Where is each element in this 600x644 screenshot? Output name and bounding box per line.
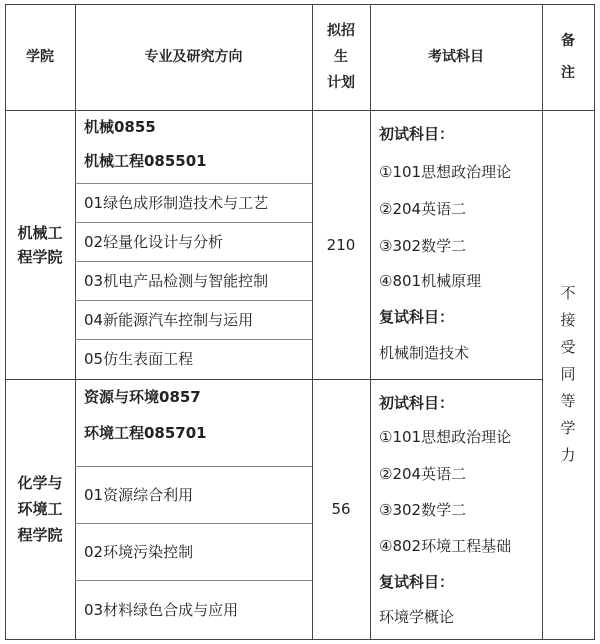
table-border-right — [594, 4, 595, 640]
direction-row: 01绿色成形制造技术与工艺 — [84, 193, 269, 212]
exam-subject: ③302数学二 — [379, 501, 467, 519]
exam-second-title: 复试科目： — [379, 308, 455, 326]
table-border-bottom — [5, 639, 595, 640]
exam-subject: ④802环境工程基础 — [379, 537, 512, 555]
header-plan-line: 拟招 — [327, 23, 355, 39]
exam-first-title: 初试科目： — [379, 394, 455, 412]
college-line: 化学与 — [17, 474, 63, 492]
header-note-line: 注 — [561, 65, 575, 81]
college-cell-mechanical — [5, 110, 75, 379]
college-line: 环境工 — [17, 500, 63, 518]
major-cell-chemistry — [75, 379, 312, 466]
college-line: 程学院 — [17, 526, 63, 544]
exam-second-subject: 机械制造技术 — [379, 344, 470, 362]
college-line: 程学院 — [17, 247, 63, 266]
header-plan-line: 计划 — [327, 75, 355, 91]
direction-row: 03机电产品检测与智能控制 — [84, 271, 269, 290]
plan-count-mechanical: 210 — [326, 235, 356, 254]
major-line: 资源与环境0857 — [84, 388, 201, 406]
direction-row: 04新能源汽车控制与运用 — [84, 310, 254, 329]
exam-subject: ②204英语二 — [379, 200, 467, 218]
college-cell-chemistry — [5, 379, 75, 639]
exam-subject: ④801机械原理 — [379, 272, 482, 290]
exam-first-title: 初试科目： — [379, 125, 455, 143]
header-subjects: 考试科目 — [428, 49, 484, 65]
note-char: 不 — [560, 284, 576, 302]
major-line: 环境工程085701 — [84, 424, 207, 442]
major-line: 机械工程085501 — [84, 152, 207, 170]
header-plan-line: 生 — [334, 49, 348, 65]
exam-subject: ①101思想政治理论 — [379, 428, 512, 446]
major-line: 机械0855 — [84, 118, 156, 136]
header-major: 专业及研究方向 — [144, 49, 243, 65]
exam-second-title: 复试科目： — [379, 573, 455, 591]
direction-row: 02环境污染控制 — [84, 542, 194, 561]
header-plan — [312, 4, 370, 110]
exam-subject: ②204英语二 — [379, 465, 467, 483]
college-line: 机械工 — [17, 223, 63, 242]
note-char: 受 — [560, 338, 576, 356]
note-char: 力 — [560, 446, 576, 464]
note-char: 学 — [560, 419, 576, 437]
note-char: 等 — [560, 392, 576, 410]
direction-row: 02轻量化设计与分析 — [84, 232, 224, 251]
direction-row: 03材料绿色合成与应用 — [84, 600, 239, 619]
direction-row: 01资源综合利用 — [84, 485, 194, 504]
exam-subject: ①101思想政治理论 — [379, 163, 512, 181]
exam-second-subject: 环境学概论 — [379, 608, 455, 626]
header-note-line: 备 — [561, 33, 575, 49]
major-cell-mechanical — [75, 110, 312, 183]
note-char: 同 — [560, 365, 576, 383]
header-college: 学院 — [26, 49, 54, 65]
admissions-table — [5, 4, 595, 640]
exam-subject: ③302数学二 — [379, 237, 467, 255]
plan-count-chemistry: 56 — [331, 500, 351, 518]
direction-row: 05仿生表面工程 — [84, 350, 194, 368]
note-cell — [542, 110, 594, 639]
note-char: 接 — [560, 311, 576, 329]
header-note — [542, 4, 594, 110]
